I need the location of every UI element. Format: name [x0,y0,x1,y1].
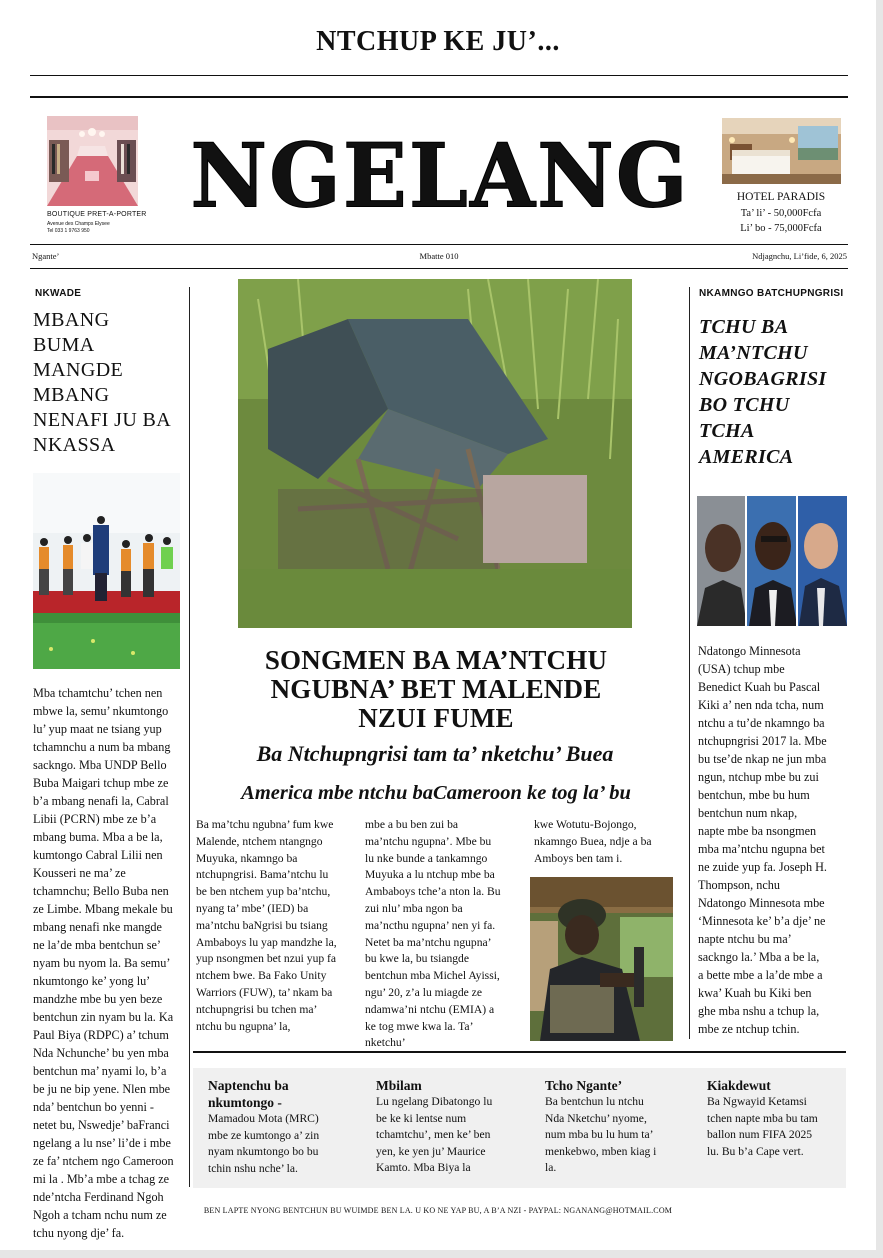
text-line: bentchun ma’ nyami lo, b’a [33,1064,167,1078]
text-line: kwe Wotutu-Bojongo, [534,818,637,831]
text-line: mbwe la, semu’ nkumtongo [33,704,169,718]
left-headline-line: MANGDE [33,359,124,381]
brief-text: lu. Bu b’a Cape vert. [707,1144,804,1158]
brief-text: Lu ngelang Dibatongo lu [376,1095,493,1108]
brief-text: Kamto. Mba Biya la [376,1161,471,1174]
text-line: ma’ncthu ngupna’ nen yi fa. [365,918,496,932]
main-headline-line: NGUBNA’ BET MALENDE [270,674,602,704]
text-line: mi la . Mb’a mbe a tchag ze [33,1172,170,1186]
text-line: Ndatongo Minnesota [698,644,801,658]
text-line: bentchun num nkap, [698,806,798,820]
footer-note: BEN LAPTE NYONG BENTCHUN BU WUIMDE BEN LA. U KO NE YAP BU, A B’A NZI - PAYPAL: NGANANG@HOTMAIL.COM [203,1206,673,1215]
text-line: napte mbe ba nsongmen [698,824,817,838]
brief-text: ballon num FIFA 2025 [707,1128,813,1141]
divider [30,75,848,76]
text-line: nde’ntcha Ferdinand Ngoh [33,1190,164,1204]
left-headline-line: BUMA [33,334,95,356]
text-line: Nda Nchunche’ bu yen mba [33,1046,169,1060]
text-line: Thompson, nchu [698,878,780,892]
text-line: b’a mbang nenafi la, Cabral [33,794,169,808]
text-line: bentchun, mbe bu hum [698,788,810,802]
brief-text: yen, ke yen ju’ Maurice [376,1144,486,1158]
text-line: ne la’de mba bentchun se’ [33,938,161,952]
text-line: ngun, ntchup mbe bu zui [698,770,819,784]
text-line: tchamnchu; Bello Buba nen [33,884,169,898]
text-line: lu’ yup maat ne tsiang yup [33,722,162,736]
text-line: Kousseri ne ma’ ze [33,866,126,880]
brief-text: tchen napte mba bu tam [707,1111,818,1125]
text-line: nda’ bentchun bo yenni - [33,1100,154,1114]
text-line: zui nlu’ mba ngon ba [365,901,463,915]
ad-left-phone: Tel 033 1 9763 950 [47,228,90,234]
ad-right-price-1: Ta’ li’ - 50,000Fcfa [740,208,822,219]
text-line: netet bu, Nswedje’ baFranci [33,1118,170,1132]
rally-photo [33,473,180,669]
ad-right-price-2: Li’ bo - 75,000Fcfa [740,223,822,234]
text-line: be ju ne bip yene. Nlen mbe [33,1082,171,1096]
text-line: bu tse’de nkap ne jun mba [698,752,827,766]
brief-item [208,1077,358,1177]
text-line: ngelang a lu nse’ li’de i mbe [33,1136,171,1150]
text-line: tchamnchu a num ba mbang [33,740,171,754]
left-headline-line: NENAFI JU BA [33,409,172,431]
text-line: bentchun zin nyam bu la. Ka [33,1010,174,1024]
brief-text: Nda Nketchu’ nyome, [545,1111,647,1125]
text-line: nkumtongo ke’ yong lu’ [33,974,151,988]
text-line: mbe ze ntchup tchin. [698,1022,800,1036]
brief-text: be ke ki lentse num [376,1111,467,1125]
text-line: nyam bu nyom la. Ba semu’ [33,956,171,970]
right-headline-line: TCHU BA [699,316,789,338]
text-line: mbe a bu ben zui ba [365,818,459,831]
brief-text: tchamtchu’, men ke’ ben [376,1128,491,1141]
left-headline-line: MBANG [33,384,110,406]
text-line: tchu nyong dje’ fa. [33,1226,125,1240]
portraits-photo [697,496,847,626]
text-line: ntchem bwe. Ba Fako Unity [196,969,327,983]
brief-text: Ba bentchun lu ntchu [545,1095,644,1108]
text-line: yup nsongmen bet nzui yup fa [196,952,337,966]
text-line: Kiki a’ nen nda tcha, num [698,698,824,712]
text-line: lu nke bunde a tankamngo [365,851,488,865]
text-line: ndamwa’ni ntchu (EMIA) a [365,1002,495,1016]
masthead-title: NGELANG [190,123,690,228]
right-headline-line: BO TCHU [699,394,790,416]
text-line: mbang buma. Mba a be la, [33,830,163,844]
text-line: bentchun mba Michel Ayissi, [365,969,500,983]
right-headline-line: AMERICA [699,446,794,468]
brief-text: tchin nshu nche’ la. [208,1161,298,1175]
soldier-photo [530,877,673,1041]
text-line: sackngo la.’ Mba a be la, [698,950,820,964]
text-line: Muyuka, nkamngo ba [196,851,298,865]
text-line: ‘Minnesota ke’ b’a dje’ ne [698,914,826,928]
main-headline [238,646,634,733]
text-line: ntchupngrisi bu tchen ma’ [196,1002,318,1016]
text-line: Malende, ntchem ntangngo [196,834,323,848]
main-headline-line: NZUI FUME [358,703,514,733]
text-line: ntchupngrisi. Bama’ntchu lu [196,868,329,882]
brief-title: Kiakdewut [707,1078,771,1093]
text-line: mba ma’ntchu ngupna bet [698,842,825,856]
text-line: nkamngo Buea, ndje a ba [534,834,652,848]
text-line: ntchu a tu’de nkamngo ba [698,716,825,730]
text-line: ntchupngrisi 2017 la. Mbe [698,734,827,748]
text-line: ntchu bu ngupna’ la, [196,1019,291,1033]
brief-text: num mba bu lu hum ta’ [545,1128,654,1141]
text-line: Muyuka a lu ntchup mbe ba [365,868,495,882]
text-line: Mba tchamtchu’ tchen nen [33,686,163,700]
text-line: bu kwe la, bu tsiangde [365,952,469,966]
right-section-label: NKAMNGO BATCHUPNGRISI [699,288,844,299]
ad-left-address: Avenue des Champs Elysee [47,221,110,227]
text-line: napte ntchu bu ma’ [698,932,792,946]
text-line: kumtongo Cabral Lilii nen [33,848,163,862]
brief-text: Mamadou Mota (MRC) [208,1112,319,1125]
text-line: ma’ntchu baNgrisi bu tsiang [196,918,328,932]
divider [30,268,848,269]
right-headline-line: MA’NTCHU [699,342,808,364]
text-line: sackngo. Mba UNDP Bello [33,758,167,772]
text-line: ghe mba nshu a tchup la, [698,1004,820,1018]
ad-right-title: HOTEL PARADIS [736,191,826,203]
brief-item [707,1077,842,1160]
text-line: nketchu’ [365,1036,406,1050]
text-line: Benedict Kuah bu Pascal [698,680,821,694]
text-line: a bette mbe a la’de mbe a [698,968,823,982]
text-line: ma’ntchu ngupna’. Mbe bu [365,834,492,848]
brief-text: la. [545,1161,557,1174]
right-headline [699,314,849,470]
bar-left: Ngante’ [32,251,60,261]
brief-item [545,1077,695,1177]
text-line: kwa’ Kuah bu Kiki ben [698,986,812,1000]
wreckage-photo [238,279,632,628]
brief-title: Naptenchu ba [208,1078,289,1093]
column-rule [189,287,190,1187]
left-section-label: NKWADE [35,288,82,299]
bar-issue: Mbatte 010 [419,251,459,261]
brief-text: Ba Ngwayid Ketamsi [707,1095,807,1108]
brief-text: menkebwo, mben kiag i [545,1144,657,1158]
main-subheadline: Ba Ntchupngrisi tam ta’ nketchu’ Buea [256,741,614,766]
text-line: ne zuide yup fa. Joseph H. [698,860,827,874]
column-rule [689,287,690,1039]
text-line: be ben ntchem yup ba’ntchu, [196,885,331,899]
center-column-2 [365,817,527,1052]
right-headline-line: TCHA [699,420,755,442]
brief-title: Tcho Ngante’ [545,1078,623,1093]
top-kicker: NTCHUP KE JU’... [316,26,560,57]
text-line: Ambaboys lu yap mandzhe la, [196,935,337,949]
main-headline-line: SONGMEN BA MA’NTCHU [264,645,608,675]
text-line: ze Limbe. Mbang mekale bu [33,902,173,916]
text-line: (USA) tchup mbe [698,662,785,676]
main-subheadline-2: America mbe ntchu baCameroon ke tog la’ bu [241,782,631,804]
center-column-1 [196,817,360,1035]
bar-date: Ndjagnchu, Li’fide, 6, 2025 [752,251,847,261]
text-line: Paul Biya (RDPC) a’ tchum [33,1028,169,1042]
text-line: Warriors (FUW), ta’ nkam ba [196,985,333,999]
brief-title: nkumtongo - [208,1095,282,1110]
brief-text: nyam nkumtongo bo bu [208,1145,319,1158]
ad-left-title: BOUTIQUE PRET-A-PORTER [47,211,147,218]
text-line: mandzhe mbe bu yen beze [33,992,163,1006]
divider [30,96,848,98]
text-line: Ngoh a tcham nchu num ze [33,1208,167,1222]
left-article-body [33,684,185,1242]
text-line: Ba ma’tchu ngubna’ fum kwe [196,818,334,831]
text-line: Buba Maigari tchup mbe ze [33,776,169,790]
text-line: Netet ba ma’ntchu ngupna’ [365,935,492,949]
divider [30,244,848,245]
text-line: ze fa’ ntchem ngo Cameroon [33,1154,174,1168]
divider [193,1051,846,1053]
hotel-ad-photo [722,118,841,184]
brief-title: Mbilam [376,1078,422,1093]
text-line: mbang nenafi nke mangde [33,920,162,934]
brief-item [376,1077,531,1177]
right-headline-line: NGOBAGRISI [699,368,827,390]
text-line: Libii (PCRN) mbe ze b’a [33,812,157,826]
text-line: ke tog mwe kwa la. Ta’ [365,1019,474,1033]
boutique-ad-photo [47,116,138,206]
center-column-3 [534,817,684,867]
text-line: Ndatongo Minnesota mbe [698,896,825,910]
left-headline-line: MBANG [33,309,110,331]
right-article-body [698,642,850,1038]
text-line: nyang ta’ mbe’ (IED) ba [196,901,309,915]
brief-text: mbe ze kumtongo a’ zin [208,1128,320,1142]
text-line: Ambaboys tche’a nton la. Bu [365,885,501,899]
text-line: Amboys ben tam i. [534,851,623,865]
left-headline-line: NKASSA [33,434,116,456]
text-line: ngu’ 20, z’a lu miagde ze [365,985,482,999]
left-headline [33,308,183,458]
